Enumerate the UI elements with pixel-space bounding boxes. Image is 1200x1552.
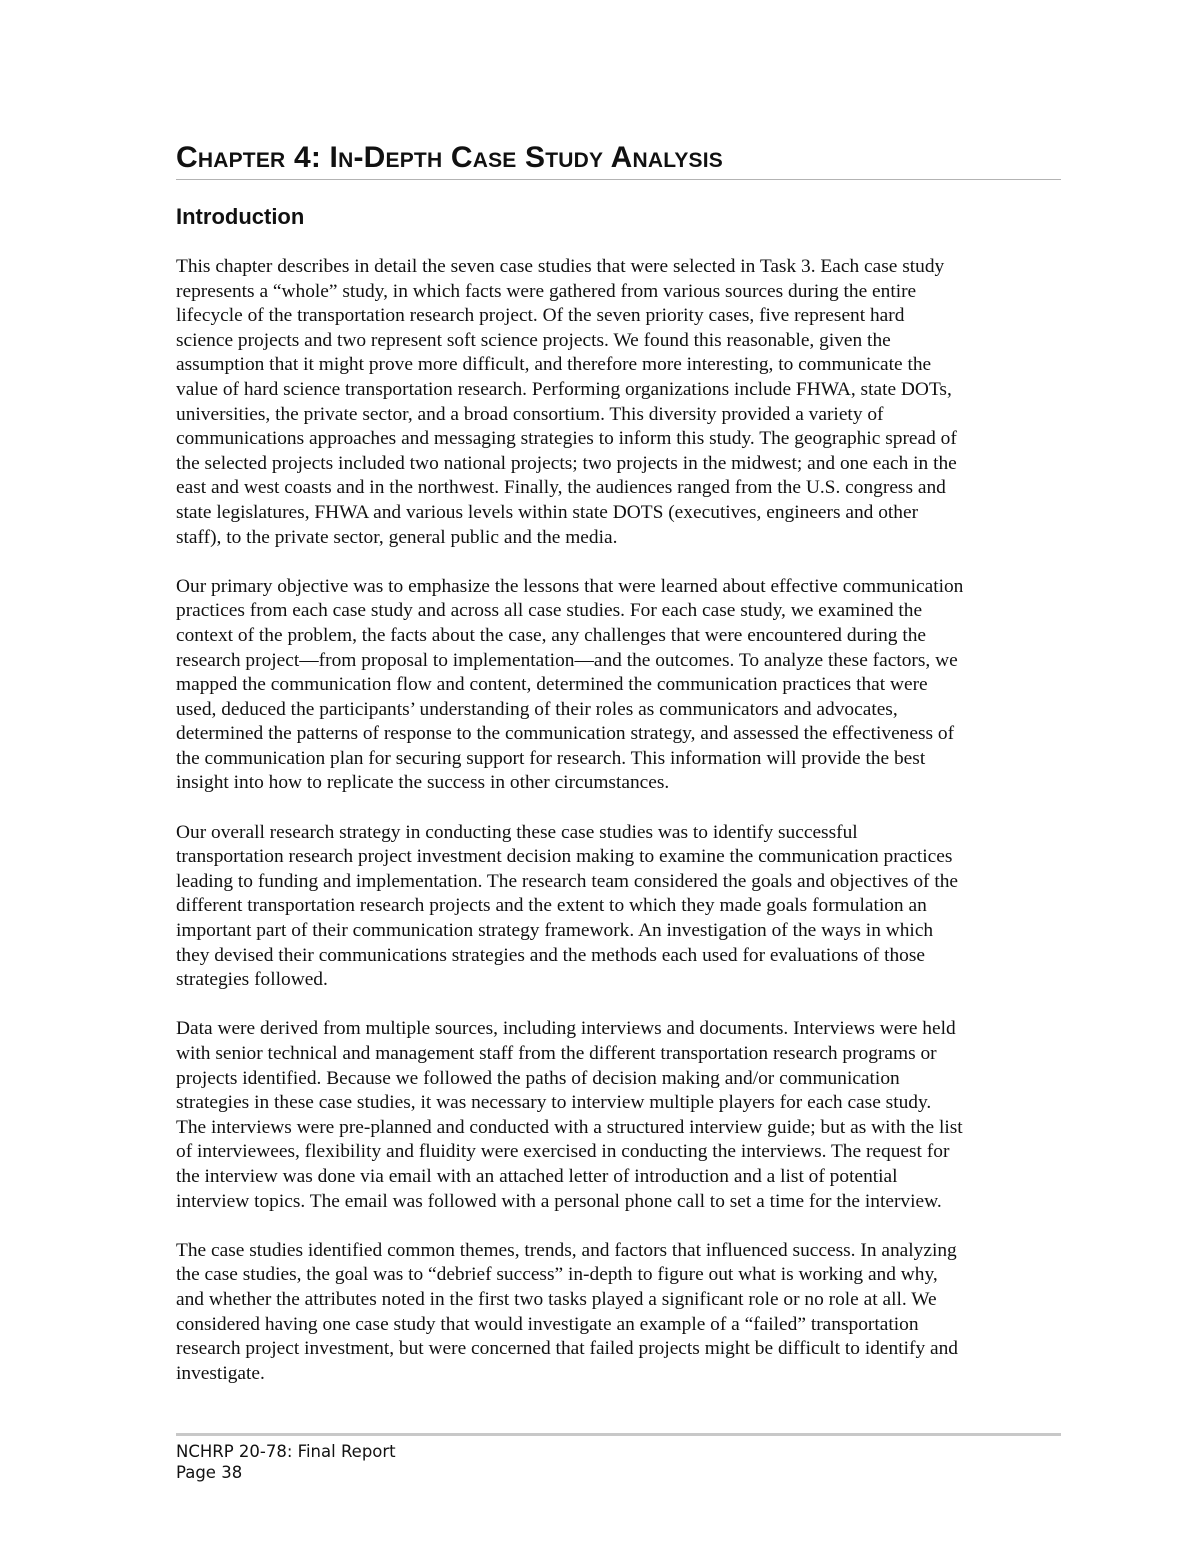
page-footer — [176, 1433, 1061, 1483]
paragraph: The case studies identified common themes, trends, and factors that influenced success. In analyzing the case studies, the goal was to “debrief success” in-depth to figure out what is working and why, and whether the attributes noted in the first two tasks played a significant role or no role at all. We considered having one case study that would investigate an example of a “failed” transportation research project investment, but were concerned that failed projects might be difficult to identify and investigate. — [176, 1239, 958, 1384]
paragraph: Our primary objective was to emphasize the lessons that were learned about effective communication practices from each case study and across all case studies. For each case study, we examined the context of the problem, the facts about the case, any challenges that were encountered during the research project—from proposal to implementation—and the outcomes. To analyze these factors, we mapped the communication flow and content, determined the communication practices that were used, deduced the participants’ understanding of their roles as communicators and advocates, determined the patterns of response to the communication strategy, and assessed the effectiveness of the communication plan for securing support for research. This information will provide the best insight into how to replicate the success in other circumstances. — [176, 575, 964, 794]
paragraph: Data were derived from multiple sources, including interviews and documents. Interviews were held with senior technical and management staff from the different transportation research programs or projects identified. Because we followed the paths of decision making and/or communication strategies in these case studies, it was necessary to interview multiple players for each case study. The interviews were pre-planned and conducted with a structured interview guide; but as with the list of interviewees, flexibility and fluidity were exercised in conducting the interviews. The request for the interview was done via email with an attached letter of introduction and a list of potential interview topics. The email was followed with a personal phone call to set a time for the interview. — [176, 1018, 963, 1212]
chapter-title: Chapter 4: In-Depth Case Study Analysis — [176, 140, 1061, 180]
document-page — [176, 0, 1061, 1552]
footer-page-number: Page 38 — [176, 1463, 243, 1482]
body-text — [176, 255, 1061, 1411]
paragraph: This chapter describes in detail the seven case studies that were selected in Task 3. Each case study represents a “whole” study, in which facts were gathered from various sources during the entire lifecycle of the transportation research project. Of the seven priority cases, five represent hard science projects and two represent soft science projects. We found this reasonable, given the assumption that it might prove more difficult, and therefore more interesting, to communicate the value of hard science transportation research. Performing organizations include FHWA, state DOTs, universities, the private sector, and a broad consortium. This diversity provided a variety of communications approaches and messaging strategies to inform this study. The geographic spread of the selected projects included two national projects; two projects in the midwest; and one each in the east and west coasts and in the northwest. Finally, the audiences ranged from the U.S. congress and state legislatures, FHWA and various levels within state DOTS (executives, engineers and other staff), to the private sector, general public and the media. — [176, 256, 957, 548]
section-heading: Introduction — [176, 204, 305, 229]
footer-report-title: NCHRP 20-78: Final Report — [176, 1442, 396, 1461]
paragraph: Our overall research strategy in conducting these case studies was to identify successful transportation research project investment decision making to examine the communication practices leading to funding and implementation. The research team considered the goals and objectives of the different transportation research projects and the extent to which they made goals formulation an important part of their communication strategy framework. An investigation of the ways in which they devised their communications strategies and the methods each used for evaluations of those strategies followed. — [176, 821, 959, 991]
